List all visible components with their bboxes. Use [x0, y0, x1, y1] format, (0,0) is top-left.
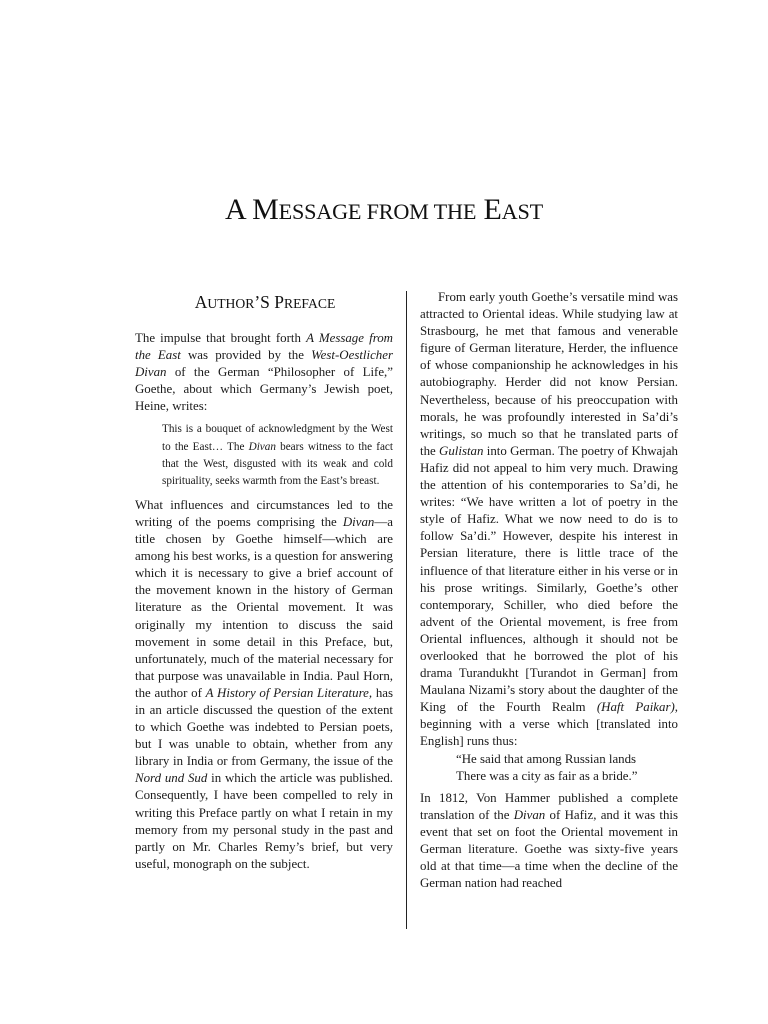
column-divider — [406, 291, 407, 929]
section-heading: AUTHOR’S PREFACE — [194, 292, 336, 312]
page-title: A MESSAGE FROM THE EAST — [225, 193, 543, 226]
right-column — [420, 289, 678, 892]
paragraph: What influences and circumstances led to the writing of the poems comprising the Divan—a title chosen by Goethe himself—which are among his best works, is a question for answering which it is necessary to give a brief account of the movement known in the history of German literature as the Oriental movement. It was originally my intention to discuss the said movement in some detail in this Preface, but, unfortunately, much of the material necessary for that purpose was unavailable in India. Paul Horn, the author of A History of Persian Literature, has in an article discussed the question of the extent to which Goethe was indebted to Persian poets, but I was unable to obtain, whether from any library in India or from Germany, the issue of the Nord und Sud in which the article was published. Consequently, I have been compelled to rely in writing this Preface partly on what I retain in my memory from my personal study in the past and partly on Mr. Charles Remy’s brief, but very useful, monograph on the subject. — [135, 497, 394, 871]
verse-line: “He said that among Russian lands — [456, 751, 637, 766]
verse-line: There was a city as fair as a bride.” — [456, 768, 638, 783]
verse-quote — [456, 751, 678, 785]
block-quote: This is a bouquet of acknowledgment by the West to the East… The Divan bears witness to the fact that the West, disgusted with its weak and cold spirituality, seeks warmth from the East’s breast. — [162, 423, 393, 487]
paragraph: From early youth Goethe’s versatile mind was attracted to Oriental ideas. While studying law at Strasbourg, he met that famous and venerable figure of German literature, Herder, the influence of whose companionship he acknowledges in his autobiography. Herder did not know Persian. Nevertheless, because of his preoccupation with morals, he was profoundly interested in Sa’di’s writings, so much so that he translated parts of the Gulistan into German. The poetry of Khwajah Hafiz did not appeal to him very much. Drawing the attention of his contemporaries to Sa’di, he writes: “We have written a lot of poetry in the style of Hafiz. What we now need to do is to follow Sa’di.” However, despite his interest in Persian literature, there is little trace of the influence of that literature either in his verse or in his prose writings. Similarly, Goethe’s other contemporary, Schiller, who died before the advent of the Oriental movement, is free from Oriental influences, although it should not be overlooked that he borrowed the plot of his drama Turandukht [Turandot in German] from Maulana Nizami’s story about the daughter of the King of the Fourth Realm (Haft Paikar), beginning with a verse which [translated into English] runs thus: — [420, 290, 678, 749]
paragraph: In 1812, Von Hammer published a complete translation of the Divan of Hafiz, and it was this event that set on foot the Oriental movement in German literature. Goethe was sixty-five years old at that time—a time when the decline of the German nation had reached — [420, 790, 678, 891]
left-column — [135, 330, 393, 873]
paragraph: The impulse that brought forth A Message from the East was provided by the West-Oestlicher Divan of the German “Philosopher of Life,” Goethe, about which Germany’s Jewish poet, Heine, writes: — [135, 331, 393, 414]
